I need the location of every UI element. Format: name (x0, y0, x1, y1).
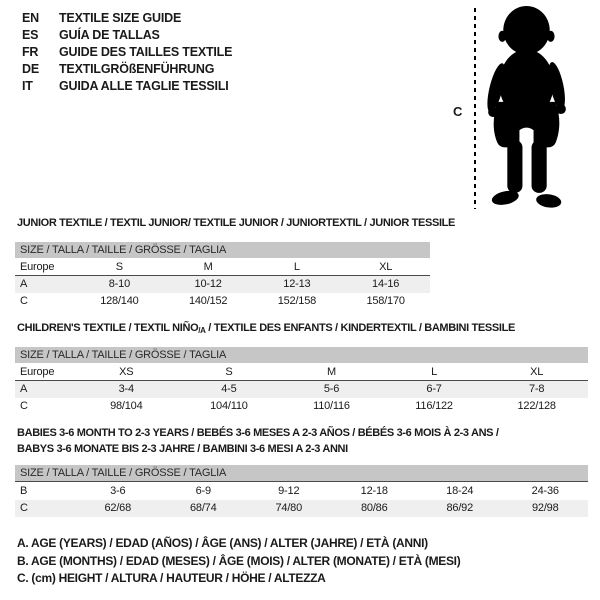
junior-size-table (15, 242, 430, 310)
size-header-bar: SIZE / TALLA / TAILLE / GRÖSSE / TAGLIA (15, 465, 588, 482)
legend-notes (17, 535, 460, 588)
size-cell: XS (119, 366, 134, 378)
size-cell: 9-12 (278, 485, 300, 497)
size-cell: M (327, 366, 336, 378)
size-cell: 110/116 (313, 400, 350, 412)
row-label: A (20, 383, 28, 395)
size-cell: 92/98 (531, 502, 559, 514)
size-cell: 10-12 (194, 278, 222, 290)
row-label: C (20, 400, 28, 412)
size-header-bar: SIZE / TALLA / TAILLE / GRÖSSE / TAGLIA (15, 347, 588, 363)
height-marker-label: C (453, 104, 463, 119)
size-cell: S (225, 366, 233, 378)
size-cell: M (203, 261, 213, 273)
size-cell: 12-13 (283, 278, 311, 290)
children-table-title (17, 322, 515, 335)
size-cell: 8-10 (108, 278, 130, 290)
size-cell: 5-6 (323, 383, 340, 395)
language-label: TEXTILE SIZE GUIDE (59, 11, 182, 25)
table-row (15, 381, 588, 398)
toddler-silhouette-icon (480, 5, 573, 212)
table-row (15, 398, 588, 415)
size-cell: 86/92 (446, 502, 474, 514)
title-subscript: /A (198, 326, 206, 335)
size-cell: 116/122 (415, 400, 453, 412)
junior-table-title: JUNIOR TEXTILE / TEXTIL JUNIOR/ TEXTILE JUNIOR / JUNIORTEXTIL / JUNIOR TESSILE (17, 217, 456, 229)
children-size-table (15, 347, 588, 415)
language-label: GUIDA ALLE TAGLIE TESSILI (59, 79, 229, 93)
table-row (15, 482, 588, 500)
row-label: C (20, 295, 28, 307)
size-cell: L (431, 366, 438, 378)
size-cell: 62/68 (104, 502, 132, 514)
size-cell: 158/170 (366, 295, 405, 307)
title-text: CHILDREN'S TEXTILE / TEXTIL NIÑO (17, 322, 199, 334)
language-guide-list (22, 10, 232, 95)
table-row (15, 293, 430, 310)
size-cell: XL (530, 366, 544, 378)
language-code: FR (22, 45, 39, 59)
list-item (22, 10, 232, 27)
row-label: A (20, 278, 28, 290)
size-cell: 128/140 (100, 295, 139, 307)
height-marker-line (474, 8, 476, 209)
legend-note-age-months: B. AGE (MONTHS) / EDAD (MESES) / ÂGE (MOIS) / ALTER (MONATE) / ETÀ (MESI) (17, 553, 461, 568)
language-label: GUÍA DE TALLAS (59, 28, 160, 42)
row-label: C (20, 502, 28, 514)
row-label: B (20, 485, 28, 497)
table-row (15, 363, 588, 381)
language-code: DE (22, 62, 39, 76)
table-row (15, 258, 430, 276)
language-code: IT (22, 79, 33, 93)
size-cell: 74/80 (275, 502, 303, 514)
size-cell: 18-24 (446, 485, 474, 497)
size-cell: 68/74 (189, 502, 217, 514)
size-cell: 152/158 (277, 295, 317, 307)
babies-size-table (15, 465, 588, 517)
size-cell: 6-9 (195, 485, 211, 497)
size-cell: 14-16 (372, 278, 400, 290)
language-code: EN (22, 11, 39, 25)
language-label: GUIDE DES TAILLES TEXTILE (59, 45, 233, 59)
title-text: / TEXTILE DES ENFANTS / KINDERTEXTIL / BAMBINI TESSILE (205, 322, 515, 334)
table-row (15, 500, 588, 517)
size-header-bar: SIZE / TALLA / TAILLE / GRÖSSE / TAGLIA (15, 242, 430, 258)
size-cell: L (293, 261, 300, 273)
list-item (22, 27, 232, 44)
language-label: TEXTILGRÖßENFÜHRUNG (59, 62, 215, 76)
babies-table-title-line1: BABIES 3-6 MONTH TO 2-3 YEARS / BEBÉS 3-6 MESES A 2-3 AÑOS / BÉBÉS 3-6 MOIS À 2-3 ANS / (17, 427, 499, 439)
legend-note-height: C. (cm) HEIGHT / ALTURA / HAUTEUR / HÖHE / ALTEZZA (17, 571, 326, 585)
size-cell: 24-36 (531, 485, 559, 497)
babies-table-title-line2: BABYS 3-6 MONATE BIS 2-3 JAHRE / BAMBINI 3-6 MESI A 2-3 ANNI (17, 443, 348, 455)
size-cell: 7-8 (529, 383, 545, 395)
language-code: ES (22, 28, 39, 42)
list-item (22, 44, 232, 61)
size-cell: 12-18 (360, 485, 388, 497)
row-label: Europe (20, 261, 55, 273)
size-cell: 3-4 (118, 383, 134, 395)
size-cell: 4-5 (221, 383, 237, 395)
table-row (15, 276, 430, 293)
list-item (22, 78, 232, 95)
size-cell: XL (379, 261, 393, 273)
size-cell: 98/104 (110, 400, 143, 412)
size-cell: 6-7 (426, 383, 442, 395)
list-item (22, 61, 232, 78)
size-cell: 140/152 (188, 295, 228, 307)
legend-note-age-years: A. AGE (YEARS) / EDAD (AÑOS) / ÂGE (ANS) / ALTER (JAHRE) / ETÀ (ANNI) (17, 536, 428, 550)
size-cell: 80/86 (360, 502, 388, 514)
size-cell: 104/110 (210, 400, 248, 412)
size-cell: 3-6 (110, 485, 126, 497)
size-cell: 122/128 (517, 400, 556, 412)
size-cell: S (115, 261, 123, 273)
row-label: Europe (20, 366, 55, 378)
